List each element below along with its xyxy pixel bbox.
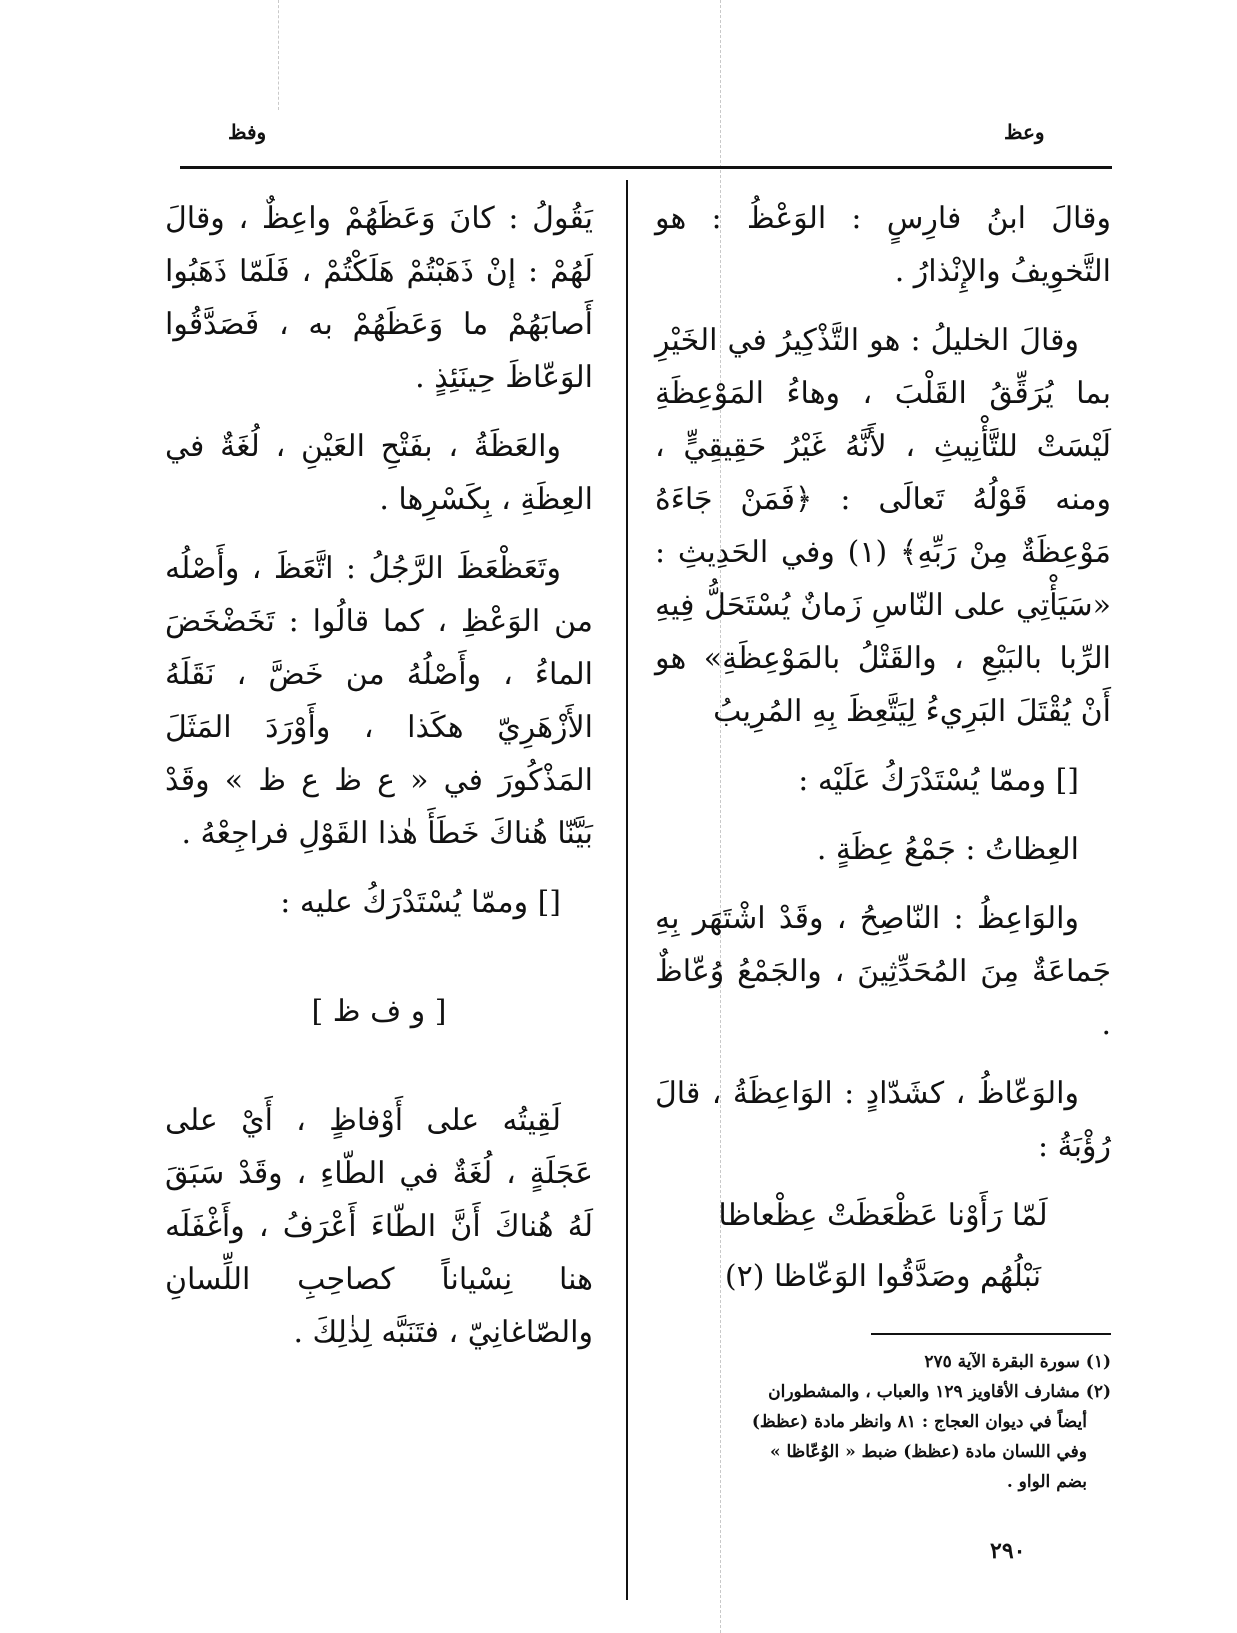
paragraph: والوَعّاظُ ، كشَدّادٍ : الوَاعِظَةُ ، قالَ رُؤْبَةُ : bbox=[655, 1076, 1111, 1164]
page-number: ٢٩٠ bbox=[990, 1538, 1026, 1564]
footnote-rule bbox=[871, 1333, 1111, 1335]
paragraph: [] وممّا يُسْتَدْرَكُ عليه : bbox=[280, 885, 561, 920]
paragraph: والوَاعِظُ : النّاصِحُ ، وقَدْ اشْتَهَر بِهِ جَماعَةٌ مِنَ المُحَدِّثِينَ ، والجَمْعُ وُعّاظٌ . bbox=[655, 901, 1111, 1042]
paragraph: [] وممّا يُسْتَدْرَكُ عَلَيْه : bbox=[798, 763, 1079, 798]
header-right-word: وعظ bbox=[1004, 120, 1045, 144]
column-divider bbox=[626, 180, 628, 1600]
footnote-continuation: أيضاً في ديوان العجاج : ٨١ وانظر مادة (عظظ) bbox=[751, 1412, 1087, 1432]
verse-line: نَبْلُهُم وصَدَّقُوا الوَعّاظا (٢) bbox=[724, 1259, 1042, 1294]
paragraph: وتَعَظْعَظَ الرَّجُلُ : اتَّعَظَ ، وأَصْلُه من الوَعْظِ ، كما قالُوا : تَخَضْخَضَ الماءُ ، وأَصْلُهُ من خَضَّ ، نَقَلَهُ الأَزْهَرِيّ هكَذا ، وأَوْرَدَ المَثَلَ المَذْكُورَ في « ع ظ ع ظ » وقَدْ بَيَّنّا هُناكَ خَطَأَ هٰذا القَوْلِ فراجِعْهُ . bbox=[165, 551, 593, 851]
paragraph: والعَظَةُ ، بفَتْحِ العَيْنِ ، لُغَةٌ في العِظَةِ ، بِكَسْرِها . bbox=[165, 429, 593, 517]
footnote-continuation: بضم الواو . bbox=[1006, 1472, 1087, 1492]
right-column bbox=[655, 192, 1111, 1497]
scan-fold-line-left bbox=[278, 0, 279, 110]
paragraph: يَقُولُ : كانَ وَعَظَهُمْ واعِظٌ ، وقالَ لَهُمْ : إنْ ذَهَبْتُمْ هَلَكْتُمْ ، فَلَمّا ذَهَبُوا أَصابَهُمْ ما وَعَظَهُمْ به ، فَصَدَّقُوا الوَعّاظَ حِينَئِذٍ . bbox=[165, 201, 593, 395]
verse-line: لَمّا رَأَوْنا عَظْعَظَتْ عِظْعاظا bbox=[718, 1198, 1048, 1233]
paragraph: وقالَ الخليلُ : هو التَّذْكِيرُ في الخَيْرِ بما يُرَقِّقُ القَلْبَ ، وهاءُ المَوْعِظَةِ لَيْسَتْ للتَّأْنِيثِ ، لأَنَّهُ غَيْرُ حَقِيقِيٍّ ، ومنه قَوْلُهُ تَعالَى : ﴿فَمَنْ جَاءَهُ مَوْعِظَةٌ مِنْ رَبِّهِ﴾ (١) وفي الحَدِيثِ : «سَيَأْتِي على النّاسِ زَمانٌ يُسْتَحَلُّ فِيهِ الرِّبا بالبَيْعِ ، والقَتْلُ بالمَوْعِظَةِ» هو أَنْ يُقْتَلَ البَرِيءُ لِيَتَّعِظَ بِهِ المُرِيبُ bbox=[655, 323, 1111, 729]
header-left-word: وفظ bbox=[228, 120, 267, 144]
left-column bbox=[165, 192, 593, 1375]
footnotes bbox=[655, 1347, 1111, 1497]
header-rule bbox=[180, 166, 1112, 169]
footnote: (١) سورة البقرة الآية ٢٧٥ bbox=[924, 1352, 1111, 1372]
paragraph: العِظاتُ : جَمْعُ عِظَةٍ . bbox=[816, 832, 1079, 867]
footnote: (٢) مشارف الأقاويز ١٢٩ والعباب ، والمشطوران bbox=[768, 1382, 1111, 1402]
footnote-continuation: وفي اللسان مادة (عظظ) ضبط « الوُعّاظا » bbox=[769, 1442, 1087, 1462]
paragraph: وقالَ ابنُ فارِسٍ : الوَعْظُ : هو التَّخوِيفُ والإِنْذارُ . bbox=[655, 201, 1111, 289]
entry-heading: [ و ف ظ ] bbox=[311, 994, 447, 1029]
paragraph: لَقِيتُه على أَوْفاظٍ ، أَيْ على عَجَلَةٍ ، لُغَةٌ في الطّاءِ ، وقَدْ سَبَقَ لَهُ هُناكَ أَنَّ الطّاءَ أَعْرَفُ ، وأَغْفَلَه هنا نِسْياناً كصاحِبِ اللِّسانِ والصّاغانِيّ ، فتَنَبَّه لِذٰلِكَ . bbox=[165, 1103, 593, 1350]
